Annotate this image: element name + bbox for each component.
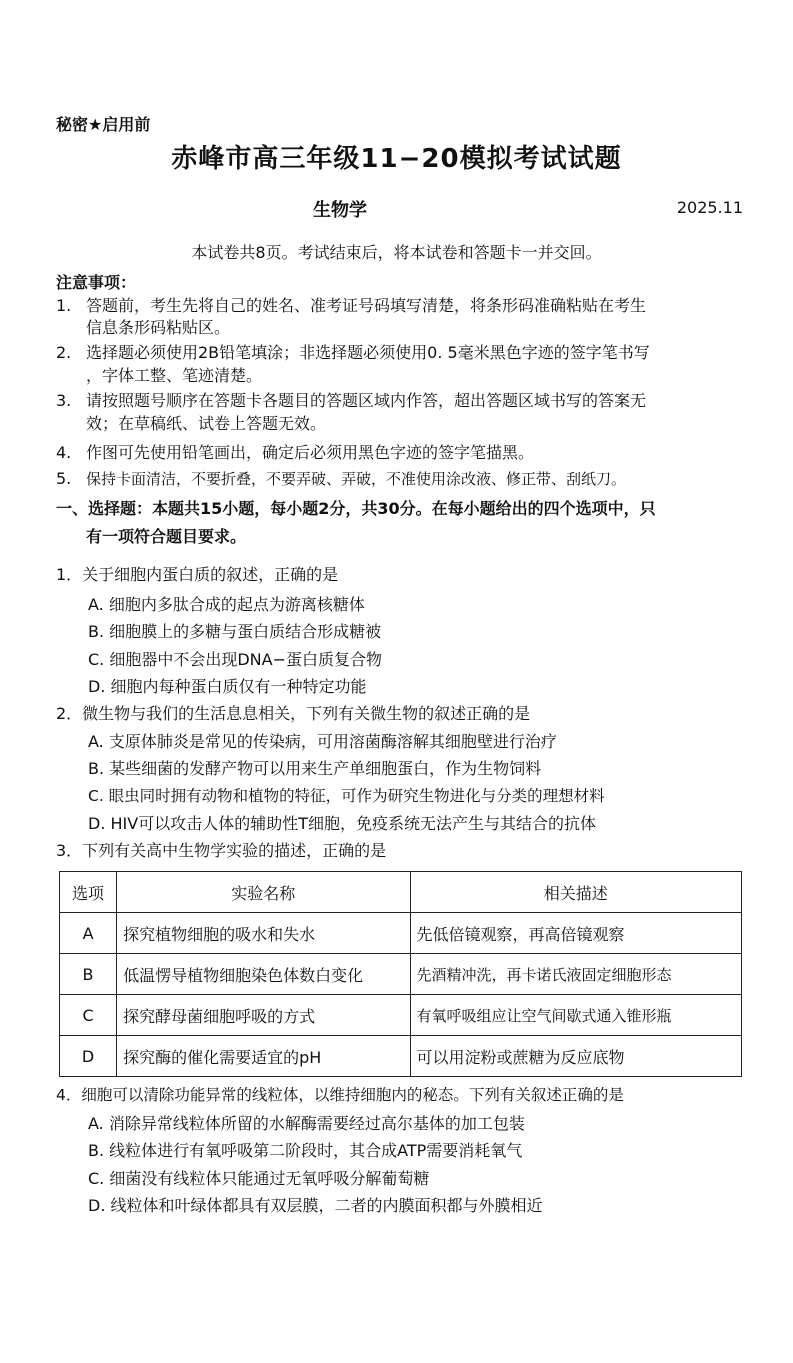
- notice-line: 效；在草稿纸、试卷上答题无效。: [86, 414, 327, 433]
- table-row: [60, 995, 742, 1036]
- table-header-cell: 相关描述: [410, 872, 742, 913]
- experiment-table: [59, 871, 742, 1077]
- table-header-row: [60, 872, 742, 913]
- table-header-cell: 选项: [60, 872, 117, 913]
- question-option: B. 细胞膜上的多糖与蛋白质结合形成糖被: [88, 622, 382, 641]
- question-option: D. HIV可以攻击人体的辅助性T细胞，免疫系统无法产生与其结合的抗体: [88, 814, 596, 833]
- question-stem: 4．细胞可以清除功能异常的线粒体，以维持细胞内的秘态。下列有关叙述正确的是: [56, 1086, 624, 1104]
- question-option: C. 细菌没有线粒体只能通过无氧呼吸分解葡萄糖: [88, 1169, 430, 1188]
- question-option: A. 支原体肺炎是常见的传染病，可用溶菌酶溶解其细胞壁进行治疗: [88, 732, 557, 751]
- question-option: B. 线粒体进行有氧呼吸第二阶段时，其合成ATP需要消耗氧气: [88, 1141, 523, 1160]
- table-cell: C: [60, 995, 117, 1036]
- table-cell: 可以用淀粉或蔗糖为反应底物: [410, 1036, 742, 1077]
- notice-line: 答题前，考生先将自己的姓名、准考证号码填写清楚，将条形码准确粘贴在考生: [86, 296, 647, 315]
- question-option: A. 细胞内多肽合成的起点为游离核糖体: [88, 595, 365, 614]
- question-option: A. 消除异常线粒体所留的水解酶需要经过高尔基体的加工包装: [88, 1114, 525, 1133]
- table-cell: A: [60, 913, 117, 954]
- table-cell: B: [60, 954, 117, 995]
- question-option: C. 眼虫同时拥有动物和植物的特征，可作为研究生物进化与分类的理想材料: [88, 787, 605, 805]
- notice-line: 保持卡面清洁，不要折叠，不要弄破、弄破，不准使用涂改液、修正带、刮纸刀。: [86, 470, 627, 488]
- notice-line: 请按照题号顺序在答题卡各题目的答题区域内作答，超出答题区域书写的答案无: [86, 391, 647, 410]
- section-heading: 一、选择题：本题共15小题，每小题2分，共30分。在每小题给出的四个选项中，只: [56, 499, 656, 518]
- table-cell: 探究植物细胞的吸水和失水: [117, 913, 410, 954]
- table-cell: 有氧呼吸组应让空气间歇式通入锥形瓶: [410, 995, 742, 1036]
- notice-number: 5.: [56, 469, 72, 488]
- table-cell: 探究酵母菌细胞呼吸的方式: [117, 995, 410, 1036]
- exam-intro: 本试卷共8页。考试结束后，将本试卷和答题卡一并交回。: [191, 243, 602, 262]
- question-option: D. 线粒体和叶绿体都具有双层膜，二者的内膜面积都与外膜相近: [88, 1196, 543, 1215]
- question-option: D. 细胞内每种蛋白质仅有一种特定功能: [88, 677, 367, 696]
- notice-line: 作图可先使用铅笔画出，确定后必须用黑色字迹的签字笔描黑。: [86, 443, 535, 462]
- question-stem: 3．下列有关高中生物学实验的描述，正确的是: [56, 841, 387, 860]
- confidential-mark: 秘密★启用前: [56, 115, 151, 134]
- table-cell: 探究酶的催化需要适宜的pH: [117, 1036, 410, 1077]
- notice-line: ，字体工整、笔迹清楚。: [86, 366, 263, 385]
- notice-line: 选择题必须使用2B铅笔填涂；非选择题必须使用0. 5毫米黑色字迹的签字笔书写: [86, 343, 650, 362]
- exam-date: 2025.11: [676, 198, 743, 217]
- notice-number: 1.: [56, 296, 72, 315]
- table-row: [60, 1036, 742, 1077]
- notice-number: 2.: [56, 343, 72, 362]
- notice-number: 4.: [56, 443, 72, 462]
- question-option: C. 细胞器中不会出现DNA−蛋白质复合物: [88, 650, 382, 669]
- question-option: B. 某些细菌的发酵产物可以用来生产单细胞蛋白，作为生物饲料: [88, 759, 542, 778]
- notice-title: 注意事项：: [56, 273, 137, 292]
- table-cell: 先低倍镜观察，再高倍镜观察: [410, 913, 742, 954]
- section-heading-cont: 有一项符合题目要求。: [86, 527, 247, 546]
- table-row: [60, 913, 742, 954]
- subject-name: 生物学: [313, 200, 367, 221]
- notice-line: 信息条形码粘贴区。: [86, 318, 231, 337]
- table-cell: 先酒精冲洗，再卡诺氏液固定细胞形态: [410, 954, 742, 995]
- table-row: [60, 954, 742, 995]
- question-stem: 2．微生物与我们的生活息息相关，下列有关微生物的叙述正确的是: [56, 704, 531, 723]
- table-cell: 低温愣导植物细胞染色体数白变化: [117, 954, 410, 995]
- exam-title: 赤峰市高三年级11−20模拟考试试题: [171, 144, 622, 174]
- table-header-cell: 实验名称: [117, 872, 410, 913]
- notice-number: 3.: [56, 391, 72, 410]
- question-stem: 1．关于细胞内蛋白质的叙述，正确的是: [56, 565, 339, 584]
- table-cell: D: [60, 1036, 117, 1077]
